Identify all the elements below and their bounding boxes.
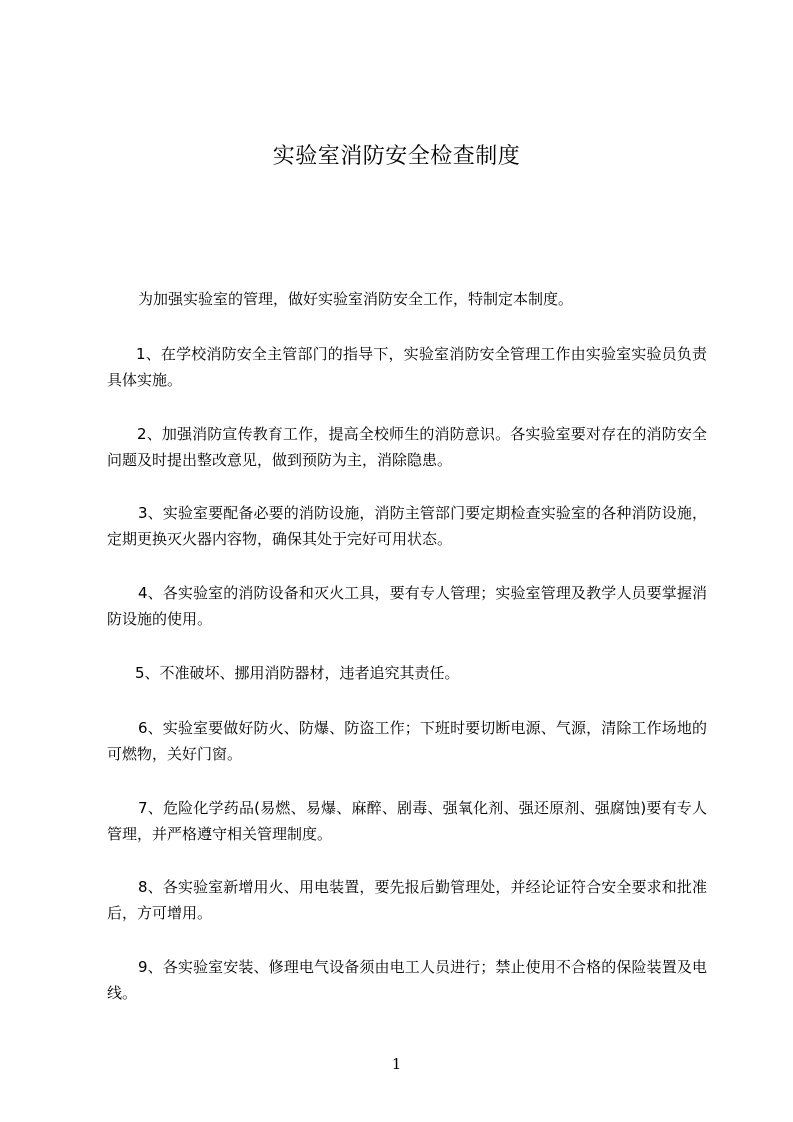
rule-item-8: 8、各实验室新增用火、用电装置，要先报后勤管理处，并经论证符合安全要求和批准后，方可增用。 <box>107 878 707 922</box>
page-number: 1 <box>391 1055 402 1073</box>
rule-item-7: 7、危险化学药品(易燃、易爆、麻醉、剧毒、强氧化剂、强还原剂、强腐蚀)要有专人管理，并严格遵守相关管理制度。 <box>107 799 707 843</box>
rule-item-2: 2、加强消防宣传教育工作，提高全校师生的消防意识。各实验室要对存在的消防安全问题及时提出整改意见，做到预防为主，消除隐患。 <box>107 425 707 469</box>
rule-item-4: 4、各实验室的消防设备和灭火工具，要有专人管理；实验室管理及教学人员要掌握消防设施的使用。 <box>107 584 707 628</box>
rule-item-5: 5、不准破坏、挪用消防器材，违者追究其责任。 <box>135 664 460 682</box>
rule-item-1: 1、在学校消防安全主管部门的指导下，实验室消防安全管理工作由实验室实验员负责具体实施。 <box>107 345 707 389</box>
rule-item-3: 3、实验室要配备必要的消防设施，消防主管部门要定期检查实验室的各种消防设施，定期更换灭火器内容物，确保其处于完好可用状态。 <box>107 504 707 548</box>
rule-item-6: 6、实验室要做好防火、防爆、防盗工作；下班时要切断电源、气源，清除工作场地的可燃物，关好门窗。 <box>107 719 707 763</box>
rule-item-9: 9、各实验室安装、修理电气设备须由电工人员进行；禁止使用不合格的保险装置及电线。 <box>107 958 707 1002</box>
document-title: 实验室消防安全检查制度 <box>272 144 521 169</box>
intro-paragraph: 为加强实验室的管理，做好实验室消防安全工作，特制定本制度。 <box>138 290 574 308</box>
